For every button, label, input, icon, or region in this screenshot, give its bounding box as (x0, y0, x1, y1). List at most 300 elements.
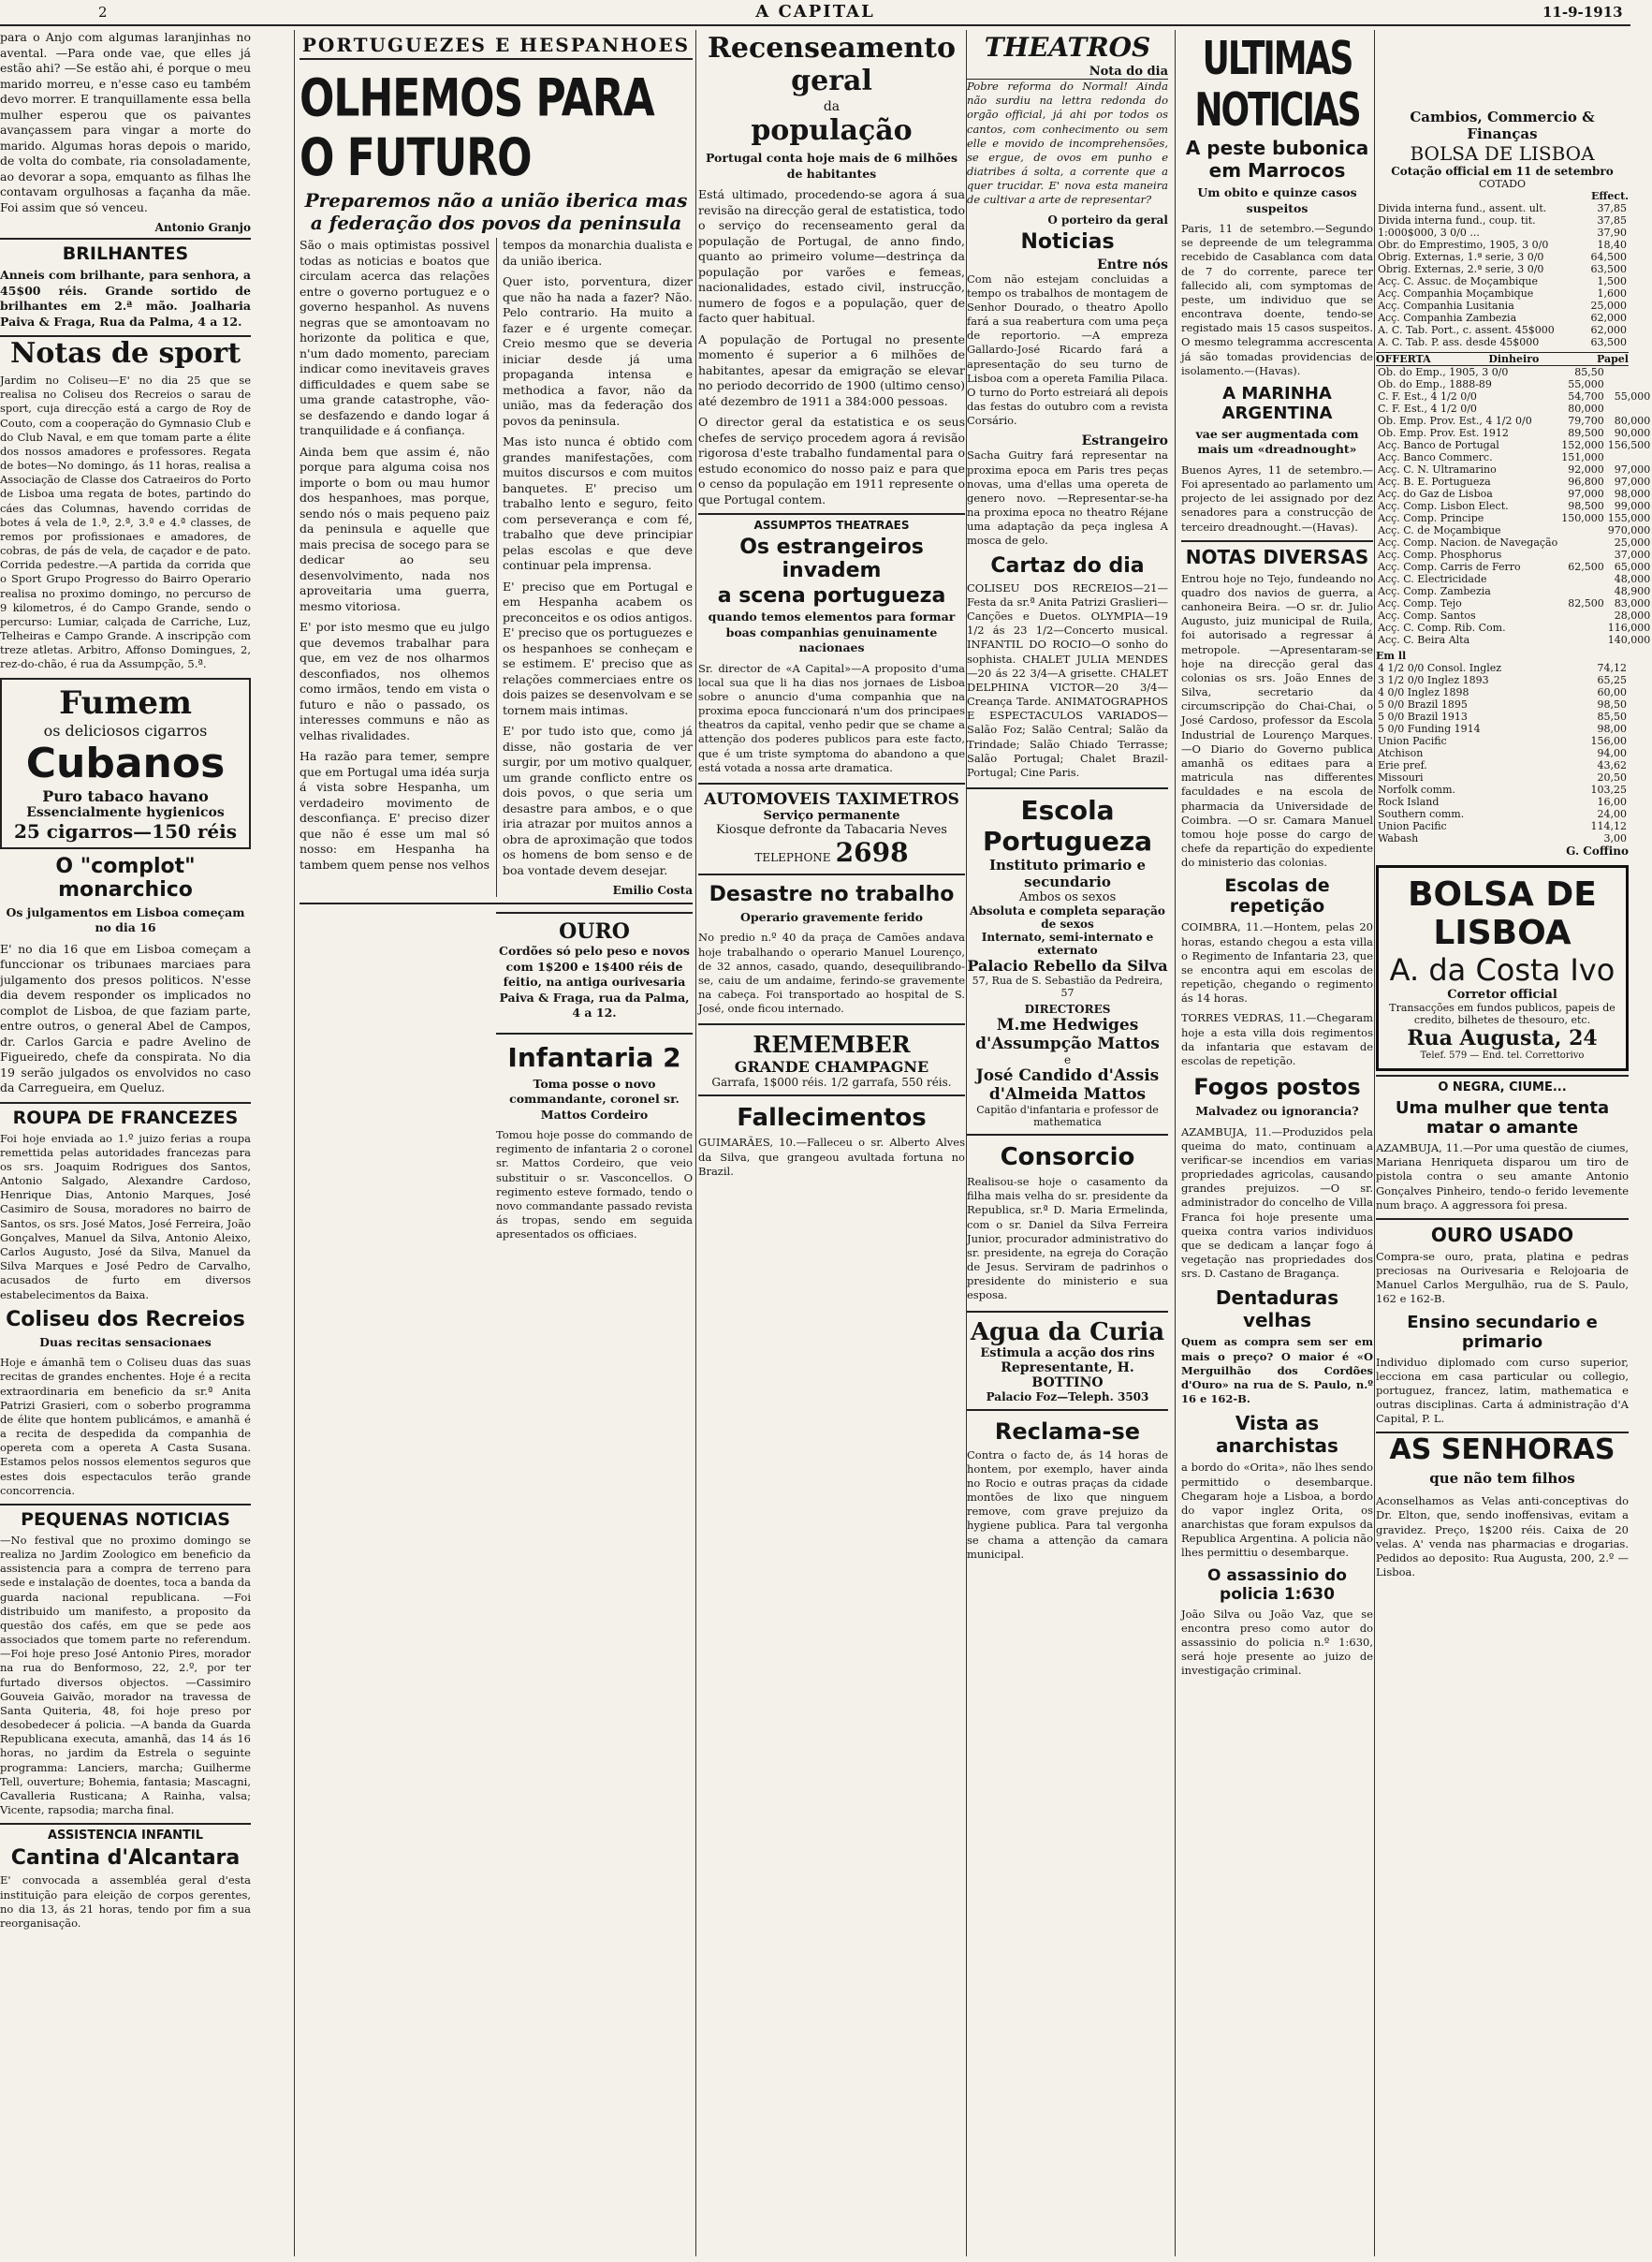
theatre-matters-heading: ASSUMPTOS THEATRAES (698, 513, 965, 532)
header-rule (0, 24, 1630, 26)
quote-value: 156,500 (1607, 439, 1651, 451)
peste-text: Paris, 11 de setembro.—Segundo se depreende de um telegramma recebido de Casablanca com data de 7 do corrente, parece ter fallecido ali, com symptomas de peste, um individuo que se encontrava doente, tendo-se registado mais 15 casos suspeitos. O mesmo telegramma accrescenta já são tomadas providencias de isolamento.—(Havas). (1181, 222, 1373, 377)
quote-name: A. C. Tab. P. ass. desde 45$000 (1378, 336, 1540, 348)
quote-name: Union Pacific (1378, 820, 1447, 832)
quote-name: 4 0/0 Inglez 1898 (1378, 686, 1469, 698)
fogos-sub: Malvadez ou ignorancia? (1195, 1104, 1359, 1119)
director-2: José Candido d'Assis d'Almeida Mattos (975, 1066, 1160, 1105)
quotes-table-2 (1376, 366, 1652, 646)
section-kicker: PORTUGUEZES E HESPANHOES (300, 34, 693, 60)
quote-row (1376, 524, 1652, 536)
quote-row (1376, 820, 1629, 832)
diversas-text: Entrou hoje no Tejo, fundeando no quadro dos navios de guerra, a canhoneira Beira. —O sr. dr. Julio Augusto, juiz municipal de Ruila, foi autorisado a regressar á metropole. —Apresentaram-se hoje na direcção geral das colonias os srs. João Ennes de Silva, secretario da circumscripção do Chai-Chai, o José Cardoso, professor da Escola Industrial de Lourenço Marques. —O Diario do Governo publica amanhã os editaes para a matricula nas differentes faculdades e na escola de pharmacia da Universidade de Coimbra. —O sr. Camara Manuel tomou hoje posse do cargo de chefe da repartição do expediente do ministerio das colonias. (1181, 571, 1373, 870)
escola-sexos: Ambos os sexos (1018, 890, 1117, 905)
quote-value: 90,000 (1614, 427, 1651, 439)
quote-value: 20,50 (1597, 771, 1627, 784)
quote-value: 97,000 (1568, 488, 1604, 500)
roupa-heading: ROUPA DE FRANCEZES (0, 1102, 251, 1128)
quote-name: 5 0/0 Funding 1914 (1378, 723, 1481, 735)
page-number: 2 (98, 4, 108, 21)
theatros-signature: O porteiro da geral (1047, 213, 1168, 227)
quote-value: 62,000 (1590, 324, 1627, 336)
quote-value: 55,000 (1568, 378, 1604, 390)
theatros-heading: THEATROS (984, 32, 1151, 63)
complot-text: E' no dia 16 que em Lisboa começam a funccionar os tribunaes marciaes para julgamento dos presos politicos. N'esse dia devem responder os implicados no complot de Lisboa, de que faziam parte, entre outros, o general Abel de Campos, dr. Carlos Garcia e padre Avelino de Figueiredo, chefe da conspirata. No dia 19 serão julgados os envolvidos no caso da Carregueira, em Queluz. (0, 941, 251, 1095)
alcantara-heading: Cantina d'Alcantara (10, 1846, 241, 1871)
quotes-table-1 (1376, 202, 1629, 348)
lead-article-body (300, 238, 693, 897)
desastre-heading: Desastre no trabalho (709, 882, 955, 906)
quote-value: 152,000 (1561, 439, 1604, 451)
quote-value: 3,00 (1603, 832, 1627, 845)
ensino-text: Individuo diplomado com curso superior, lecciona em casa particular ou collegio, portuguez, francez, latim, mathematica e outras disciplinas. Carta á administração d'A Capital, P. L. (1376, 1355, 1629, 1426)
quote-row (1376, 784, 1629, 796)
quote-value: 156,00 (1590, 735, 1627, 747)
quote-row (1376, 287, 1629, 300)
invadem-heading-2: a scena portugueza (717, 584, 946, 608)
corretor-label: Corretor official (1447, 988, 1557, 1002)
lead-headline: OLHEMOS PARA O FUTURO (300, 68, 654, 188)
cambios-heading: Cambios, Commercio & Finanças (1410, 109, 1595, 142)
quote-name: Obr. do Emprestimo, 1905, 3 0/0 (1378, 239, 1549, 251)
quote-name: Acç. Comp. Santos (1378, 610, 1476, 622)
dentaduras-text: Quem as compra sem ser em mais o preço? O maior é «O Merguilhão dos Cordões d'Ouro» na rua de S. Paulo, n.º 16 e 162-B. (1181, 1335, 1373, 1406)
column-1 (0, 30, 251, 2256)
quote-value: 114,12 (1590, 820, 1627, 832)
quote-name: Divida interna fund., coup. tit. (1378, 214, 1536, 227)
quote-row (1376, 390, 1652, 403)
escola-internato: Internato, semi-internato e externato (981, 931, 1154, 958)
quote-row (1376, 415, 1652, 427)
quote-row (1376, 759, 1629, 771)
quote-name: Ob. do Emp., 1905, 3 0/0 (1378, 366, 1509, 378)
reclama-heading: Reclama-se (994, 1417, 1141, 1445)
quote-name: C. F. Est., 4 1/2 0/0 (1378, 390, 1477, 403)
marinha-sub: vae ser augmentada com mais um «dreadnought» (1195, 426, 1359, 457)
infantaria-sub: Toma posse o novo commandante, coronel sr. Mattos Cordeiro (509, 1076, 680, 1122)
quote-value (1606, 451, 1652, 463)
ouro-usado-heading: OURO USADO (1376, 1218, 1629, 1246)
census-sub: Portugal conta hoje mais de 6 milhões de habitantes (705, 151, 958, 181)
census-paragraph: Está ultimado, procedendo-se agora á sua revisão na direcção geral de estatistica, todo o serviço do recenseamento geral da população de Portugal, de anno findo, quanto ao primeiro volume—destrinça da população por varões e femeas, nacionalidades, estado civil, instrucção, numero de fogos e a população, quer de facto quer habitual. (698, 187, 965, 325)
quote-name: Acç. Comp. Tejo (1378, 597, 1462, 610)
quote-name: Ob. do Emp., 1888-89 (1378, 378, 1492, 390)
invadem-sub: quando temos elementos para formar boas companhias genuinamente nacionaes (708, 610, 956, 654)
quote-value: 1,500 (1597, 275, 1627, 287)
quote-value: 64,500 (1590, 251, 1627, 263)
estrangeiro-text: Sacha Guitry fará representar na proxima epoca em Paris tres peças novas, uma d'ellas uma opereta de genero novo. —Representar-se-ha na proxima epoca no theatro Réjane uma adaptação da peça inglesa A mosca de gelo. (967, 448, 1168, 548)
quote-row (1376, 366, 1652, 378)
quote-name: 5 0/0 Brazil 1913 (1378, 711, 1468, 723)
quote-value: 89,500 (1568, 427, 1604, 439)
brilhantes-ad: Anneis com brilhante, para senhora, a 45$00 réis. Grande sortido de brilhantes em 2.ª mão. Joalharia Paiva & Fraga, Rua da Palma, 4 a 12. (0, 268, 251, 329)
divider (300, 903, 693, 904)
noticias-heading: Noticias (1020, 229, 1115, 254)
quote-value: 25,000 (1614, 536, 1651, 549)
quote-value: 94,00 (1597, 747, 1627, 759)
quote-value: 48,900 (1614, 585, 1651, 597)
quote-row (1376, 512, 1652, 524)
quote-row (1376, 251, 1629, 263)
lead-paragraph: São o mais optimistas possivel todas as noticias e boatos que circulam acerca das relações entre o governo portuguez e o governo hespanhol. As nuvens negras que se amontoavam no horizonte da politica e que, n'um dado momento, pareciam indicar como inevitaveis graves difficuldades e quem sabe se uma grande catastrophe, vão-se desfazendo e dando logar á tranquilidade e á confiança. (300, 238, 490, 437)
escola-heading: Escola Portugueza (982, 795, 1153, 858)
noticias-text: Com não estejam concluidas a tempo os trabalhos de montagem de Senhor Dourado, o theatro Apollo fará a sua reabertura com uma peça de reportorio. —A empreza Gallardo-José Ricardo fará a apresentação do seu turno de Lisboa com a opereta Familia Pilaca. O turno do Porto estreiará ali depois das festas do outubro com a revista Corsário. (967, 272, 1168, 428)
quotes-signature: G. Coffino (1566, 845, 1629, 858)
page-header (0, 0, 1630, 28)
lead-paragraph: E' por isto mesmo que eu julgo que devemos trabalhar para que, em vez de nos olharmos desconfiados, nos olhemos como irmãos, tendo em vista o futuro e não o passado, os interesses communs e não as velhas rivalidades. (300, 620, 490, 742)
director-1: M.me Hedwiges d'Assumpção Mattos (975, 1016, 1160, 1054)
escolas-heading: Escolas de repetição (1224, 875, 1330, 918)
quote-row (1376, 686, 1629, 698)
quote-row (1376, 832, 1629, 845)
senhoras-heading: AS SENHORAS (1376, 1432, 1629, 1466)
quote-value: 970,000 (1607, 524, 1651, 536)
ensino-heading: Ensino secundario e primario (1407, 1312, 1598, 1352)
lead-paragraph: Ainda bem que assim é, não porque para alguma coisa nos importe o bom ou mau humor dos hespanhoes, mas porque, sendo nós o mais pequeno paiz da peninsula e aquelle que mais precisa de socego para se dedicar ao seu desenvolvimento, nada nos aproveitaria uma guerra, mesmo vitoriosa. (300, 444, 490, 613)
quote-row (1376, 771, 1629, 784)
quote-row (1376, 610, 1652, 622)
quote-row (1376, 796, 1629, 808)
escola-separacao: Absoluta e completa separação de sexos (970, 904, 1165, 932)
ultimas-heading: ULTIMAS NOTICIAS (1194, 33, 1360, 138)
lead-paragraph: E' preciso que em Portugal e em Hespanha acabem os preconceitos e os odios antigos. E' preciso que os portuguezes e os hespanhoes se conheçam e se estimem. E' preciso que as relações commerciaes entre os dois paizes se desenvolvam e se tornem mais intimas. (503, 579, 693, 717)
lead-paragraph: Mas isto nunca é obtido com grandes manifestações, com muitos discursos e com muitos banquetes. E' preciso um trabalho lento e seguro, feito com perseverança e com fé, trabalho que deve principiar pelas escolas e que deve continuar pela imprensa. (503, 434, 693, 572)
escola-address: 57, Rua de S. Sebastião da Pedreira, 57 (972, 975, 1163, 1000)
fallecimentos-heading: Fallecimentos (737, 1104, 927, 1133)
coliseu-sub: Duas recitas sensacionaes (39, 1334, 212, 1349)
papel-label: Papel (1597, 353, 1629, 365)
quote-value: 16,00 (1597, 796, 1627, 808)
theatros-text: Pobre reforma do Normal! Ainda não surdiu na lettra redonda do orgão official, já ahi por todos os cantos, com conhecimento ou sem elle e movido de incomprehensões, se ergue, de ovos em punho e diatribes á solta, a corrente que a quer trucidar. E' nova esta maneira de cultivar a arte de representar? (967, 80, 1168, 207)
quote-name: Obrig. Externas, 2.ª serie, 3 0/0 (1378, 263, 1544, 275)
quote-name: Divida interna fund., assent. ult. (1378, 202, 1547, 214)
quote-value: 92,000 (1568, 463, 1604, 476)
taxi-tel-label: TELEPHONE (754, 850, 831, 864)
quote-name: Acç. Comp. Carris de Ferro (1378, 561, 1521, 573)
negra-heading: O NEGRA, CIUME... (1376, 1075, 1629, 1094)
infantaria-text: Tomou hoje posse do commando de regimento de infantaria 2 o coronel sr. Mattos Cordeiro, que veio substituir o sr. Vasconcellos. O regimento esteve formado, tendo o novo commandante passado revista ás tropas, sendo em seguida apresentados os officiaes. (496, 1128, 693, 1241)
ouro-ad (496, 912, 693, 1035)
census-paragraph: A população de Portugal no presente momento é superior a 6 milhões de habitantes, apesar da emigração se elevar no periodo decorrido de 1900 (ultimo censo) até dezembro de 1911 a 384:000 pessoas. (698, 331, 965, 408)
quote-row (1376, 585, 1652, 597)
fogos-heading: Fogos postos (1193, 1074, 1361, 1101)
quote-row (1376, 747, 1629, 759)
ouro-usado-text: Compra-se ouro, prata, platina e pedras preciosas na Ourivesaria e Relojoaria de Manuel Carlos Mergulhão, rua de S. Paulo, 162 e 162-B. (1376, 1249, 1629, 1306)
quote-row (1376, 214, 1629, 227)
quote-value: 116,000 (1607, 622, 1651, 634)
complot-heading: O "complot" monarchico (55, 854, 196, 902)
quote-value: 98,500 (1568, 500, 1604, 512)
quote-value: 60,00 (1597, 686, 1627, 698)
quote-value: 80,000 (1614, 415, 1651, 427)
quote-name: Acç. Comp. Lisbon Elect. (1378, 500, 1509, 512)
invadem-text: Sr. director de «A Capital»—A proposito d'uma local sua que li ha dias nos jornaes de Lisboa sobre o anuncio d'uma companhia que na proxima epoca funccionará n'um dos principaes theatros da capital, venho pedir que se chame a attenção dos poderes publicos para este facto, que é um triste symptoma do abandono a que está votada a nossa arte dramatica. (698, 661, 965, 774)
dinheiro-label: Dinheiro (1488, 353, 1540, 365)
entre-nos-label: Entre nós (1097, 257, 1168, 272)
pequenas-heading: PEQUENAS NOTICIAS (0, 1504, 251, 1530)
quote-value: 82,500 (1568, 597, 1604, 610)
quote-name: Acç. Banco Commerc. (1378, 451, 1493, 463)
quote-value: 62,000 (1590, 312, 1627, 324)
quote-value (1559, 524, 1606, 536)
quote-value (1559, 573, 1606, 585)
quote-value: 43,62 (1597, 759, 1627, 771)
cotado-label: COTADO (1479, 178, 1526, 190)
quote-value: 18,40 (1597, 239, 1627, 251)
quote-row (1376, 500, 1652, 512)
quote-row (1376, 476, 1652, 488)
quote-value (1559, 536, 1606, 549)
lead-paragraph: Quer isto, porventura, dizer que não ha nada a fazer? Não. Pelo contrario. Ha muito a fazer e é urgente começar. Creio mesmo que se deveria iniciar desde já uma propaganda intensa e methodica a favor, não da união, mas da federação dos povos da peninsula. (503, 274, 693, 428)
quote-value (1559, 622, 1606, 634)
quote-name: 4 1/2 0/0 Consol. Inglez (1378, 662, 1502, 674)
quote-row (1376, 488, 1652, 500)
coliseu-heading: Coliseu dos Recreios (6, 1307, 245, 1331)
negra-text: AZAMBUJA, 11.—Por uma questão de ciumes, Mariana Henriqueta disparou um tiro de pistola contra o seu amante Antonio Gonçalves Pinheiro, tendo-o ferido levemente num braço. A aggressora foi presa. (1376, 1141, 1629, 1212)
quote-row (1376, 202, 1629, 214)
quote-row (1376, 451, 1652, 463)
quote-row (1376, 227, 1629, 239)
quote-name: Norfolk comm. (1378, 784, 1456, 796)
quote-value: 28,000 (1614, 610, 1651, 622)
curia-ad (967, 1311, 1168, 1411)
dentaduras-heading: Dentaduras velhas (1215, 1286, 1339, 1332)
pequenas-text: —No festival que no proximo domingo se realiza no Jardim Zoologico em beneficio da assistencia para a compra de terreno para sede e instalação de doentes, toca a banda da guarda nacional republicana. —Foi distribuido um manifesto, a proposito da questão dos cafés, em que se pede aos associados que tomem parte no referendum. —Foi hoje preso José Antonio Pires, morador na rua do Benformoso, 22, 2.º, por ter furtado diversos objectos. —Cassimiro Gouveia Gaivão, morador na travessa de Santa Quiteria, 48, foi hoje preso por desobedecer á policia. —A banda da Guarda Republicana executa, amanhã, das 14 ás 16 horas, no jardim da Estrela o seguinte programma: Lanciers, marcha; Guilherme Tell, ouverture; Bohemia, fantasia; Mascagni, Cavalleria Rusticana; A Rainha, valsa; Vicente, rapsodia; marcha final. (0, 1533, 251, 1817)
quote-value: 98,00 (1597, 723, 1627, 735)
quote-value: 97,000 (1614, 463, 1651, 476)
quote-value: 54,700 (1568, 390, 1604, 403)
quote-row (1376, 573, 1652, 585)
quote-value: 155,000 (1607, 512, 1651, 524)
bolsa-telephone: Telef. 579 — End. tel. Correttorivo (1420, 1050, 1585, 1061)
assassinio-text: João Silva ou João Vaz, que se encontra preso como autor do assassinio do policia n.º 1:630, será hoje presente ao juizo de investigação criminal. (1181, 1607, 1373, 1678)
quote-name: Wabash (1378, 832, 1419, 845)
quote-row (1376, 561, 1652, 573)
roupa-text: Foi hoje enviada ao 1.º juizo ferias a roupa remettida pelas autoridades francezas para os srs. Joaquim Rodrigues dos Santos, Antonio Salgado, Alexandre Cardoso, Henrique Dias, Antonio Marques, José Casimiro de Sousa, moradores no bairro de Santos, os srs. José Matos, José Ferreira, João Gonçalves, Manuel da Silva, Antonio Aleixo, Carlos Augusto, José da Silva, Manuel da Silva Marques e José Pedro de Carvalho, acusados de furto em diversos estabelecimentos da Baixa. (0, 1131, 251, 1301)
offerta-label: OFFERTA (1376, 353, 1431, 365)
quote-value: 63,500 (1590, 263, 1627, 275)
census-paragraph: O director geral da estatistica e os seus chefes de serviço procedem agora á revisão rigorosa d'este trabalho fundamental para o estudo economico do nosso paiz e para que o censo da população em 1911 represente o que Portugal contem. (698, 415, 965, 507)
taxi-ad (698, 783, 965, 875)
quote-value: 85,50 (1574, 366, 1604, 378)
quote-value: 37,90 (1597, 227, 1627, 239)
cubanos-price: 25 cigarros—150 réis (13, 819, 238, 843)
quote-name: Atchison (1378, 747, 1424, 759)
quote-name: Acç. do Gaz de Lisboa (1378, 488, 1493, 500)
bolsa-box-heading: BOLSA DE LISBOA (1408, 875, 1597, 952)
cubanos-sub: Puro tabaco havano (42, 786, 209, 805)
column-divider (695, 30, 696, 2256)
quote-row (1376, 723, 1629, 735)
quote-value (1606, 403, 1652, 415)
quote-value: 1,600 (1597, 287, 1627, 300)
quote-row (1376, 427, 1652, 439)
consorcio-heading: Consorcio (1000, 1143, 1135, 1172)
quote-name: Obrig. Externas, 1.ª serie, 3 0/0 (1378, 251, 1544, 263)
vista-text: a bordo do «Orita», não lhes sendo permittido o desembarque. Chegaram hoje a Lisboa, a bordo do vapor inglez Orita, os anarchistas que foram expulsos da Republica Argentina. A policia não lhes permittiu o desembarque. (1181, 1461, 1373, 1560)
quote-row (1376, 674, 1629, 686)
quote-value (1559, 634, 1606, 646)
quote-name: 5 0/0 Brazil 1895 (1378, 698, 1468, 711)
quote-value: 37,000 (1614, 549, 1651, 561)
quote-row (1376, 622, 1652, 634)
cartaz-heading: Cartaz do dia (990, 553, 1145, 578)
census-heading-2: população (751, 114, 913, 147)
quote-row (1376, 808, 1629, 820)
quote-name: Acç. C. Assuc. de Moçambique (1378, 275, 1539, 287)
ultimas-column (1175, 30, 1373, 2256)
quote-name: Acç. C. de Moçambique (1378, 524, 1501, 536)
lead-paragraph: Ha razão para temer, sempre que em Portugal uma idéa surja á vista sobre Hespanha, um verdadeiro movimento de desconfiança. E' preciso dizer que não é esse um mal só nosso: em Hespanha ha tambem quem pense nos velhos tempos da monarchia dualista e da união iberica. (300, 238, 693, 872)
quote-value: 98,000 (1614, 488, 1651, 500)
marinha-heading: A MARINHA ARGENTINA (1221, 383, 1333, 423)
consorcio-text: Realisou-se hoje o casamento da filha mais velha do sr. presidente da Republica, sr.ª D. Maria Ermelinda, com o sr. Daniel da Silva Ferreira Junior, procurador administrativo do sr. presidente, na egreja do Coração de Jesus. Serviram de padrinhos o presidente do ministerio e sua esposa. (967, 1175, 1168, 1302)
masthead: A CAPITAL (755, 2, 875, 22)
quote-name: Acç. Comp. Nacion. de Navegação (1378, 536, 1558, 549)
quote-row (1376, 662, 1629, 674)
column-5 (1376, 30, 1651, 2256)
cubanos-brand: Cubanos (25, 739, 226, 787)
quote-value: 151,000 (1561, 451, 1604, 463)
quote-name: 3 1/2 0/0 Inglez 1893 (1378, 674, 1489, 686)
reclama-text: Contra o facto de, ás 14 horas de hontem, por exemplo, haver ainda no Rocio e outras praças da cidade montões de lixo que ninguem remove, com grave prejuizo da hygiene publica. Para tal vergonha se chama a attenção da camara municipal. (967, 1447, 1168, 1561)
lead-paragraph: E' por tudo isto que, como já disse, não gostaria de ver surgir, por um motivo qualquer, um grande conflicto entre os dois povos, o que seria um desastre para ambos, e o que iria atrazar por muitos annos a obra de aproximação que todos os homens de bom senso e de boa vontade devem desejar. (503, 724, 693, 877)
estrangeiro-label: Estrangeiro (1081, 433, 1168, 449)
lead-subtitle: Preparemos não a união iberica mas a federação dos povos da peninsula (304, 189, 688, 234)
quote-name: Acç. C. Comp. Rib. Com. (1378, 622, 1506, 634)
quote-value (1559, 549, 1606, 561)
quote-row (1376, 312, 1629, 324)
curia-rep: Representante, H. BOTTINO (1001, 1359, 1134, 1390)
taxi-line: Kiosque defronte da Tabacaria Neves (716, 822, 947, 837)
quote-name: Acç. Comp. Zambezia (1378, 585, 1491, 597)
quote-value: 99,000 (1614, 500, 1651, 512)
taxi-sub: Serviço permanente (763, 808, 900, 823)
story-ending: para o Anjo com algumas laranjinhas no avental. —Para onde vae, que elles já estão ahi? —Se estão ahi, é porque o meu marido morreu, e n'esse caso eu também devo morrer. E tranquillamente essa bella mulher esperou que os paivantes avançassem para vingar a morte do marido. Algumas horas depois o marido, de volta do combate, ria consoladamente, ao devorar a sopa, emquanto as filhas lhe contavam orgulhosas a façanha da mãe. Foi assim que só venceu. (0, 30, 251, 214)
senhoras-sub: que não tem filhos (1429, 1470, 1575, 1488)
escolas-text: COIMBRA, 11.—Hontem, pelas 20 horas, estando chegou a esta villa o Regimento de Infantaria 23, que se encontra aqui em escolas de repetição, chegando o regimento ás 14 horas. (1181, 920, 1373, 1006)
quote-name: Acç. C. Beira Alta (1378, 634, 1470, 646)
fumem-line: os deliciosos cigarros (43, 721, 208, 740)
and-connector: e (1063, 1053, 1072, 1067)
quote-value: 150,000 (1561, 512, 1604, 524)
quote-name: Acç. Companhia Moçambique (1378, 287, 1534, 300)
nota-label: Nota do dia (967, 65, 1168, 80)
quote-row (1376, 336, 1629, 348)
quote-value: 85,50 (1597, 711, 1627, 723)
quote-value: 80,000 (1568, 403, 1604, 415)
quote-value: 97,000 (1614, 476, 1651, 488)
sport-text: Jardim no Coliseu—E' no dia 25 que se realisa no Coliseu dos Recreios o sarau de sport, cuja direcção está a cargo de Roy de Couto, com a cooperação do Gymnasio Club e do Club Naval, e em que tomam parte a élite dos nossos amadores e professores. Regata de botes—No domingo, ás 11 horas, realisa a Associação de Classe dos Catraeiros do Porto de Lisboa uma regata de botes, partindo do cáes das Columnas, havendo corridas de botes á vela de 1.ª, 2.ª, 3.ª e 4.ª classes, de remos por profissionaes e amadores, de cobras, de pás de vela, de caçador e de pato. Corrida pedestre.—A partida da corrida que o Sport Grupo Progresso do Bairro Operario realisa no proximo domingo, no percurso de 9 kilometros, é do Campo Grande, sendo o percurso: Lumiar, calçada de Carriche, Luz, Telheiras e Campo Grande. A inscripção com treze atletas. Arbitro, Affonso Domingues, 2, rez-do-chão, é rua da Assumpção, 5.ª. (0, 374, 251, 671)
census-heading-da: da (823, 99, 841, 114)
complot-sub: Os julgamentos em Lisboa começam no dia 16 (6, 904, 245, 935)
taxi-heading: AUTOMOVEIS TAXIMETROS (704, 789, 959, 809)
quote-value (1559, 585, 1606, 597)
remember-brand: REMEMBER (753, 1031, 911, 1059)
quote-row (1376, 324, 1629, 336)
quote-value: 103,25 (1590, 784, 1627, 796)
quote-row (1376, 634, 1652, 646)
cubanos-ad (0, 678, 251, 849)
quote-name: Acç. Comp. Principe (1378, 512, 1484, 524)
quote-value: 24,00 (1597, 808, 1627, 820)
assistencia-heading: ASSISTENCIA INFANTIL (0, 1823, 251, 1843)
quote-value: 140,000 (1607, 634, 1651, 646)
quote-value: 79,700 (1568, 415, 1604, 427)
peste-heading: A peste bubonica em Marrocos (1185, 137, 1369, 182)
quote-name: 1:000$000, 3 0/0 ... (1378, 227, 1480, 239)
quote-name: Southern comm. (1378, 808, 1465, 820)
issue-date: 11-9-1913 (1542, 4, 1623, 21)
alcantara-text: E' convocada a assembléa geral d'esta instituição para eleição de corpos gerentes, no dia 13, ás 21 horas, tendo por fim a sua reorganisação. (0, 1873, 251, 1930)
curia-heading: Agua da Curia (970, 1317, 1165, 1346)
quote-name: Ob. Emp. Prov. Est., 4 1/2 0/0 (1378, 415, 1532, 427)
quote-value: 96,800 (1568, 476, 1604, 488)
offerta-header (1376, 352, 1629, 366)
em-ll-label: Em ll (1376, 650, 1407, 662)
senhoras-text: Aconselhamos as Velas anti-conceptivas do Dr. Elton, que, sendo inoffensivas, evitam a gravidez. Preço, 1$200 réis. Caixa de 20 velas. A' venda nas pharmacias e drogarias. Pedidos ao deposito: Rua Augusta, 200, 2.º — Lisboa. (1376, 1494, 1629, 1579)
quote-value: 65,25 (1597, 674, 1627, 686)
quote-row (1376, 239, 1629, 251)
escola-ad (967, 787, 1168, 1136)
bolsa-heading: BOLSA DE LISBOA (1410, 142, 1595, 165)
quote-row (1376, 536, 1652, 549)
bolsa-box-ad (1376, 865, 1629, 1071)
quote-row (1376, 711, 1629, 723)
quote-row (1376, 300, 1629, 312)
vista-heading: Vista as anarchistas (1216, 1412, 1338, 1458)
quote-name: Erie pref. (1378, 759, 1427, 771)
fogos-text: AZAMBUJA, 11.—Produzidos pela queima do mato, continuam a verificar-se incendios em varias propriedades agricolas, causando grandes prejuizos. —O sr. administrador do concelho de Villa Franca foi hoje presente uma queixa contra varios individuos que se dedicam a lançar fogo á vegetação nas propriedades dos srs. D. Castano de Bragança. (1181, 1124, 1373, 1281)
quote-value: 48,000 (1614, 573, 1651, 585)
quote-name: Acç. Comp. Phosphorus (1378, 549, 1502, 561)
curia-address: Palacio Foz—Teleph. 3503 (986, 1389, 1149, 1403)
quote-name: Acç. C. N. Ultramarino (1378, 463, 1497, 476)
quote-name: Acç. C. Electricidade (1378, 573, 1487, 585)
assassinio-heading: O assassinio do policia 1:630 (1207, 1565, 1347, 1604)
transaccoes-text: Transacções em fundos publicos, papeis de credito, bilhetes de thesouro, etc. (1389, 1002, 1615, 1026)
lead-signature: Emilio Costa (612, 884, 693, 897)
ouro-heading: OURO (559, 919, 630, 944)
quote-name: Acç. Banco de Portugal (1378, 439, 1499, 451)
coliseu-text: Hoje e ámanhã tem o Coliseu duas das suas recitas de grandes enchentes. Hoje é a recita extraordinaria em beneficio da sr.ª Anita Patrizi Grasieri, com o soberbo programma de élite que hontem publicámos, e amanhã é a recita de despedida da companhia de opereta com a opereta A Casta Susana. Estamos pelos nossos elementos seguros que estes dois espectaculos terão grande concorrencia. (0, 1356, 251, 1497)
column-divider (1374, 30, 1375, 2256)
column-3 (698, 30, 965, 2256)
quote-row (1376, 698, 1629, 711)
quote-value (1606, 366, 1652, 378)
quote-name: C. F. Est., 4 1/2 0/0 (1378, 403, 1477, 415)
census-heading: Recenseamento geral (707, 32, 957, 97)
quote-name: Acç. Companhia Zambezia (1378, 312, 1517, 324)
negra-sub: Uma mulher que tenta matar o amante (1395, 1098, 1610, 1138)
directores-label: DIRECTORES (1024, 1003, 1111, 1017)
quote-row (1376, 403, 1652, 415)
cotacao-line: Cotação official em 11 de setembro (1391, 165, 1614, 178)
quote-name: Acç. B. E. Portugueza (1378, 476, 1491, 488)
quote-value: 37,85 (1597, 202, 1627, 214)
quote-value: 83,000 (1614, 597, 1651, 610)
peste-sub: Um obito e quinze casos suspeitos (1197, 185, 1357, 215)
fumem-heading: Fumem (59, 683, 192, 722)
column-divider (294, 30, 295, 2256)
quote-row (1376, 275, 1629, 287)
desastre-text: No predio n.º 40 da praça de Camões andava hoje trabalhando o operario Manuel Lourenço, de 32 annos, casado, quando, desequilibrando-se, caiu de um andaime, ferindo-se gravemente na cabeça. Foi transportado ao hospital de S. José, onde ficou internado. (698, 931, 965, 1016)
quote-name: Acç. Companhia Lusitania (1378, 300, 1514, 312)
quote-name: Rock Island (1378, 796, 1440, 808)
taxi-tel: 2698 (835, 836, 909, 868)
quote-row (1376, 597, 1652, 610)
quote-row (1376, 439, 1652, 451)
